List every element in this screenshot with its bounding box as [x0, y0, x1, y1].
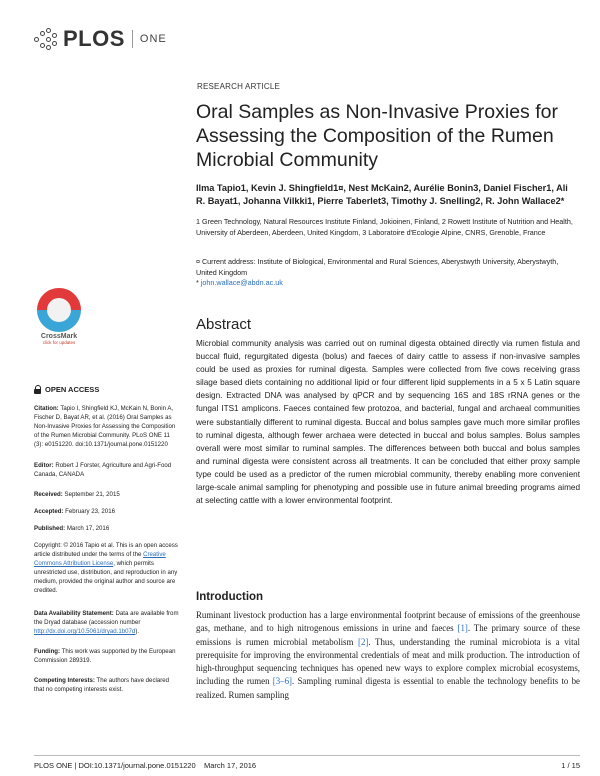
editor-label: Editor: — [34, 462, 54, 469]
funding-block — [34, 647, 179, 665]
introduction-text — [196, 609, 580, 702]
article-type: RESEARCH ARTICLE — [197, 82, 281, 91]
license-link[interactable]: Creative Commons Attribution License — [34, 551, 166, 567]
data-availability-label: Data Availability Statement: — [34, 610, 114, 617]
citation-text: Tapio I, Shingfield KJ, McKain N, Bonin A, Fischer D, Bayat AR, et al. (2016) Oral Samples as Non-Invasive Proxies for Assessing the Composition of the Rumen Microbial Community. PLoS ONE 11 (3): e0151220. doi:10.1371/journal.pone.0151220 — [34, 405, 176, 448]
open-access-badge — [34, 385, 99, 394]
footer-divider — [34, 755, 580, 756]
current-address: ¤ Current address: Institute of Biological, Environmental and Rural Sciences, Aberystwyth University, Aberystwyth, United Kingdom — [196, 257, 559, 277]
corresponding-email — [196, 278, 283, 287]
article-title: Oral Samples as Non-Invasive Proxies for Assessing the Composition of the Rumen Microbial Community — [196, 101, 558, 171]
intro-sentence-3: . Thus, understanding the ruminal microbiota is a vital prerequisite for improving the environmental credentials of meat and milk production. The introduction of high-throughput sequencing techniques has opened new ways to explore complex microbial ecosystems, including the rumen — [196, 636, 580, 687]
copyright-block — [34, 541, 179, 595]
intro-sentence-1: Ruminant livestock production has a large environmental footprint because of emissions of the greenhouse gas, methane, and to high nitrogenous emissions in urine and faeces — [196, 610, 580, 634]
received-label: Received: — [34, 491, 63, 498]
crossmark-subtext: click for updates — [42, 340, 76, 345]
citation-block — [34, 404, 179, 449]
data-availability-text-b: ). — [135, 628, 140, 635]
published-date: March 17, 2016 — [66, 525, 110, 532]
intro-sentence-2: . The primary source of these emissions is rumen microbial metabolism — [196, 623, 581, 647]
crossmark-label: CrossMark — [40, 333, 78, 340]
crossmark-badge[interactable] — [34, 288, 84, 345]
abstract-heading: Abstract — [196, 316, 252, 333]
crossmark-icon — [37, 288, 81, 332]
plos-dots-icon — [34, 28, 60, 50]
page-number: 1 / 15 — [561, 761, 580, 770]
published-block — [34, 524, 179, 533]
journal-subtitle: ONE — [139, 33, 167, 45]
citation-ref-3[interactable]: [3–6] — [272, 676, 292, 687]
citation-ref-2[interactable]: [2] — [358, 636, 369, 647]
intro-sentence-4: . Sampling ruminal digesta is essential to enable the technology benefits to be realized. Rumen sampling — [196, 676, 580, 700]
introduction-heading: Introduction — [196, 591, 264, 603]
dryad-link[interactable]: http://dx.doi.org/10.5061/dryad.1b07d — [34, 628, 136, 635]
abstract-text: Microbial community analysis was carried out on ruminal digesta obtained directly via rumen fistula and buccal fluid, regurgitated digesta (bolus) and faeces of dairy cattle to assess if non-invasive samples could be used as proxies for ruminal digesta. Samples were collected from five cows receiving grass silage based diets containing no additional lipid or four different lipid supplements in a 5 x 5 Latin square design. Extracted DNA was analysed by qPCR and by sequencing 16S and 18S rRNA genes or the fungal ITS1 amplicons. Faeces contained few protozoa, and bacterial, fungal and archaeal communities were substantially different to ruminal digesta. Buccal and bolus samples gave much more similar profiles to ruminal digesta, although fewer archaea were detected in buccal and bolus samples. Bolus samples overall were most similar to ruminal samples. The differences between both buccal and bolus samples and ruminal digesta were consistent across all treatments. It can be concluded that either proxy sample type could be used as a predictor of the rumen microbial community, thereby enabling more convenient large-scale animal sampling for phenotyping and possible use in future animal breeding programs aimed at selecting cattle with a lower environmental footprint. — [196, 339, 580, 506]
logo-divider — [132, 30, 133, 48]
funding-label: Funding: — [34, 648, 61, 655]
open-access-label: OPEN ACCESS — [45, 385, 100, 394]
competing-interests-block — [34, 676, 179, 694]
journal-logo[interactable] — [34, 26, 167, 52]
copyright-text-b: , which permits unrestricted use, distribution, and reproduction in any medium, provided the original author and source are credited. — [34, 560, 178, 594]
received-block — [34, 490, 179, 499]
open-lock-icon — [34, 385, 41, 394]
accepted-date: February 23, 2016 — [65, 508, 115, 515]
author-list: Ilma Tapio1, Kevin J. Shingfield1¤, Nest McKain2, Aurélie Bonin3, Daniel Fischer1, Ali R. Bayat1, Johanna Vilkki1, Pierre Taberlet3, Timothy J. Snelling2, R. John Wallace2* — [196, 183, 568, 206]
email-link[interactable]: john.wallace@abdn.ac.uk — [200, 278, 283, 287]
citation-ref-1[interactable]: [1] — [457, 623, 468, 634]
journal-brand: PLOS — [63, 26, 125, 51]
copyright-text-a: Copyright: © 2016 Tapio et al. This is an open access article distributed under the terms of the — [34, 542, 178, 558]
received-date: September 21, 2015 — [64, 491, 120, 498]
editor-text: Robert J Forster, Agriculture and Agri-Food Canada, CANADA — [34, 462, 172, 478]
editor-block — [34, 461, 179, 479]
citation-label: Citation: — [34, 405, 59, 412]
published-label: Published: — [34, 525, 66, 532]
accepted-label: Accepted: — [34, 508, 64, 515]
footer-citation: PLOS ONE | DOI:10.1371/journal.pone.0151220 March 17, 2016 — [34, 761, 257, 770]
competing-interests-text: The authors have declared that no competing interests exist. — [34, 677, 170, 693]
data-availability-text-a: Data are available from the Dryad database (accession number — [34, 610, 179, 626]
funding-text: This work was supported by the European Commission 289319. — [34, 648, 176, 664]
accepted-block — [34, 507, 179, 516]
competing-interests-label: Competing Interests: — [34, 677, 95, 684]
email-marker: * — [196, 278, 199, 287]
affiliations: 1 Green Technology, Natural Resources Institute Finland, Jokioinen, Finland, 2 Rowett Institute of Nutrition and Health, University of Aberdeen, Aberdeen, United Kingdom, 3 Laboratoire d'Ecologie Alpine, CNRS, Grenoble, France — [196, 217, 573, 237]
data-availability-block — [34, 609, 179, 636]
